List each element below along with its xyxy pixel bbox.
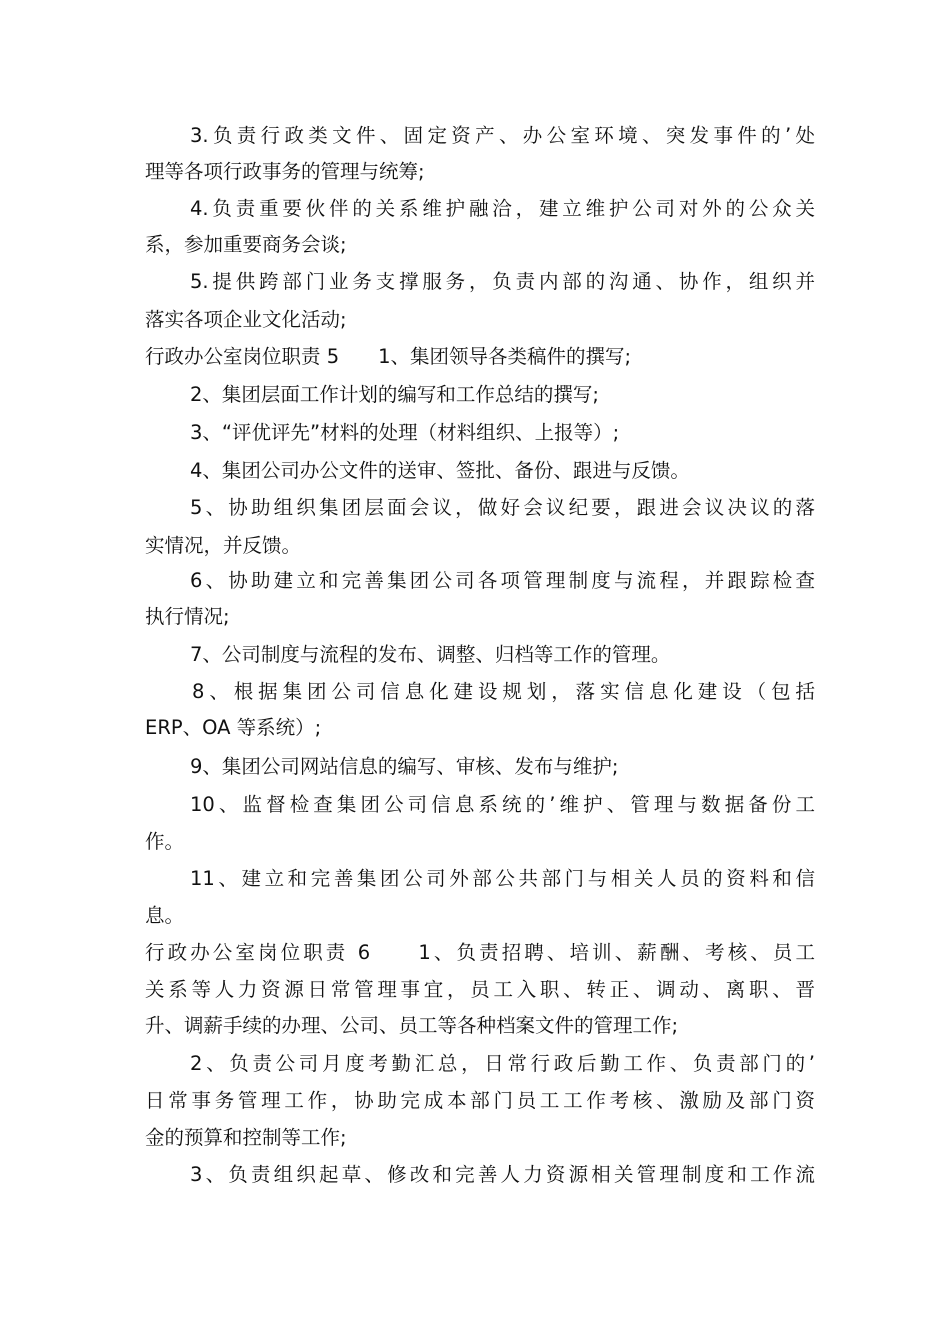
text-line: 2、负责公司月度考勤汇总，日常行政后勤工作、负责部门的’ — [190, 1052, 815, 1075]
text-line: 9、集团公司网站信息的编写、审核、发布与维护; — [190, 755, 619, 778]
text-line: 8、根据集团公司信息化建设规划，落实信息化建设（包括 — [192, 680, 815, 703]
text-line: 5.提供跨部门业务支撑服务，负责内部的沟通、协作，组织并 — [190, 270, 815, 293]
text-line: 2、集团层面工作计划的编写和工作总结的撰写; — [190, 383, 599, 406]
text-line: 关系等人力资源日常管理事宜，员工入职、转正、调动、离职、晋 — [145, 978, 815, 1001]
text-line: 日常事务管理工作，协助完成本部门员工工作考核、激励及部门资 — [145, 1089, 815, 1112]
text-line: 11、建立和完善集团公司外部公共部门与相关人员的资料和信 — [190, 867, 815, 890]
text-line: 落实各项企业文化活动; — [145, 308, 347, 331]
text-line: 4.负责重要伙伴的关系维护融洽，建立维护公司对外的公众关 — [190, 197, 815, 220]
text-line: 金的预算和控制等工作; — [145, 1126, 347, 1149]
text-line: 3.负责行政类文件、固定资产、办公室环境、突发事件的’处 — [190, 124, 815, 147]
text-line: 升、调薪手续的办理、公司、员工等各种档案文件的管理工作; — [145, 1014, 679, 1037]
text-line: 3、负责组织起草、修改和完善人力资源相关管理制度和工作流 — [190, 1163, 815, 1186]
text-line: 3、“评优评先”材料的处理（材料组织、上报等）; — [190, 421, 620, 444]
text-line: 4、集团公司办公文件的送审、签批、备份、跟进与反馈。 — [190, 459, 690, 482]
section-heading-line: 行政办公室岗位职责 5 1、集团领导各类稿件的撰写; — [145, 345, 632, 368]
text-line: 系，参加重要商务会谈; — [145, 233, 347, 256]
text-line: 理等各项行政事务的管理与统筹; — [145, 160, 425, 183]
text-line: 作。 — [145, 830, 185, 853]
text-line: 5、协助组织集团层面会议，做好会议纪要，跟进会议决议的落 — [190, 496, 815, 519]
text-line: ERP、OA 等系统）; — [145, 716, 322, 739]
text-line: 执行情况; — [145, 605, 230, 628]
text-line: 7、公司制度与流程的发布、调整、归档等工作的管理。 — [190, 643, 671, 666]
text-line: 实情况，并反馈。 — [145, 534, 302, 557]
text-line: 10、监督检查集团公司信息系统的’维护、管理与数据备份工 — [190, 793, 815, 816]
text-line: 息。 — [145, 904, 185, 927]
text-line: 6、协助建立和完善集团公司各项管理制度与流程，并跟踪检查 — [190, 569, 815, 592]
section-heading-line: 行政办公室岗位职责 6 1、负责招聘、培训、薪酬、考核、员工 — [145, 941, 815, 964]
